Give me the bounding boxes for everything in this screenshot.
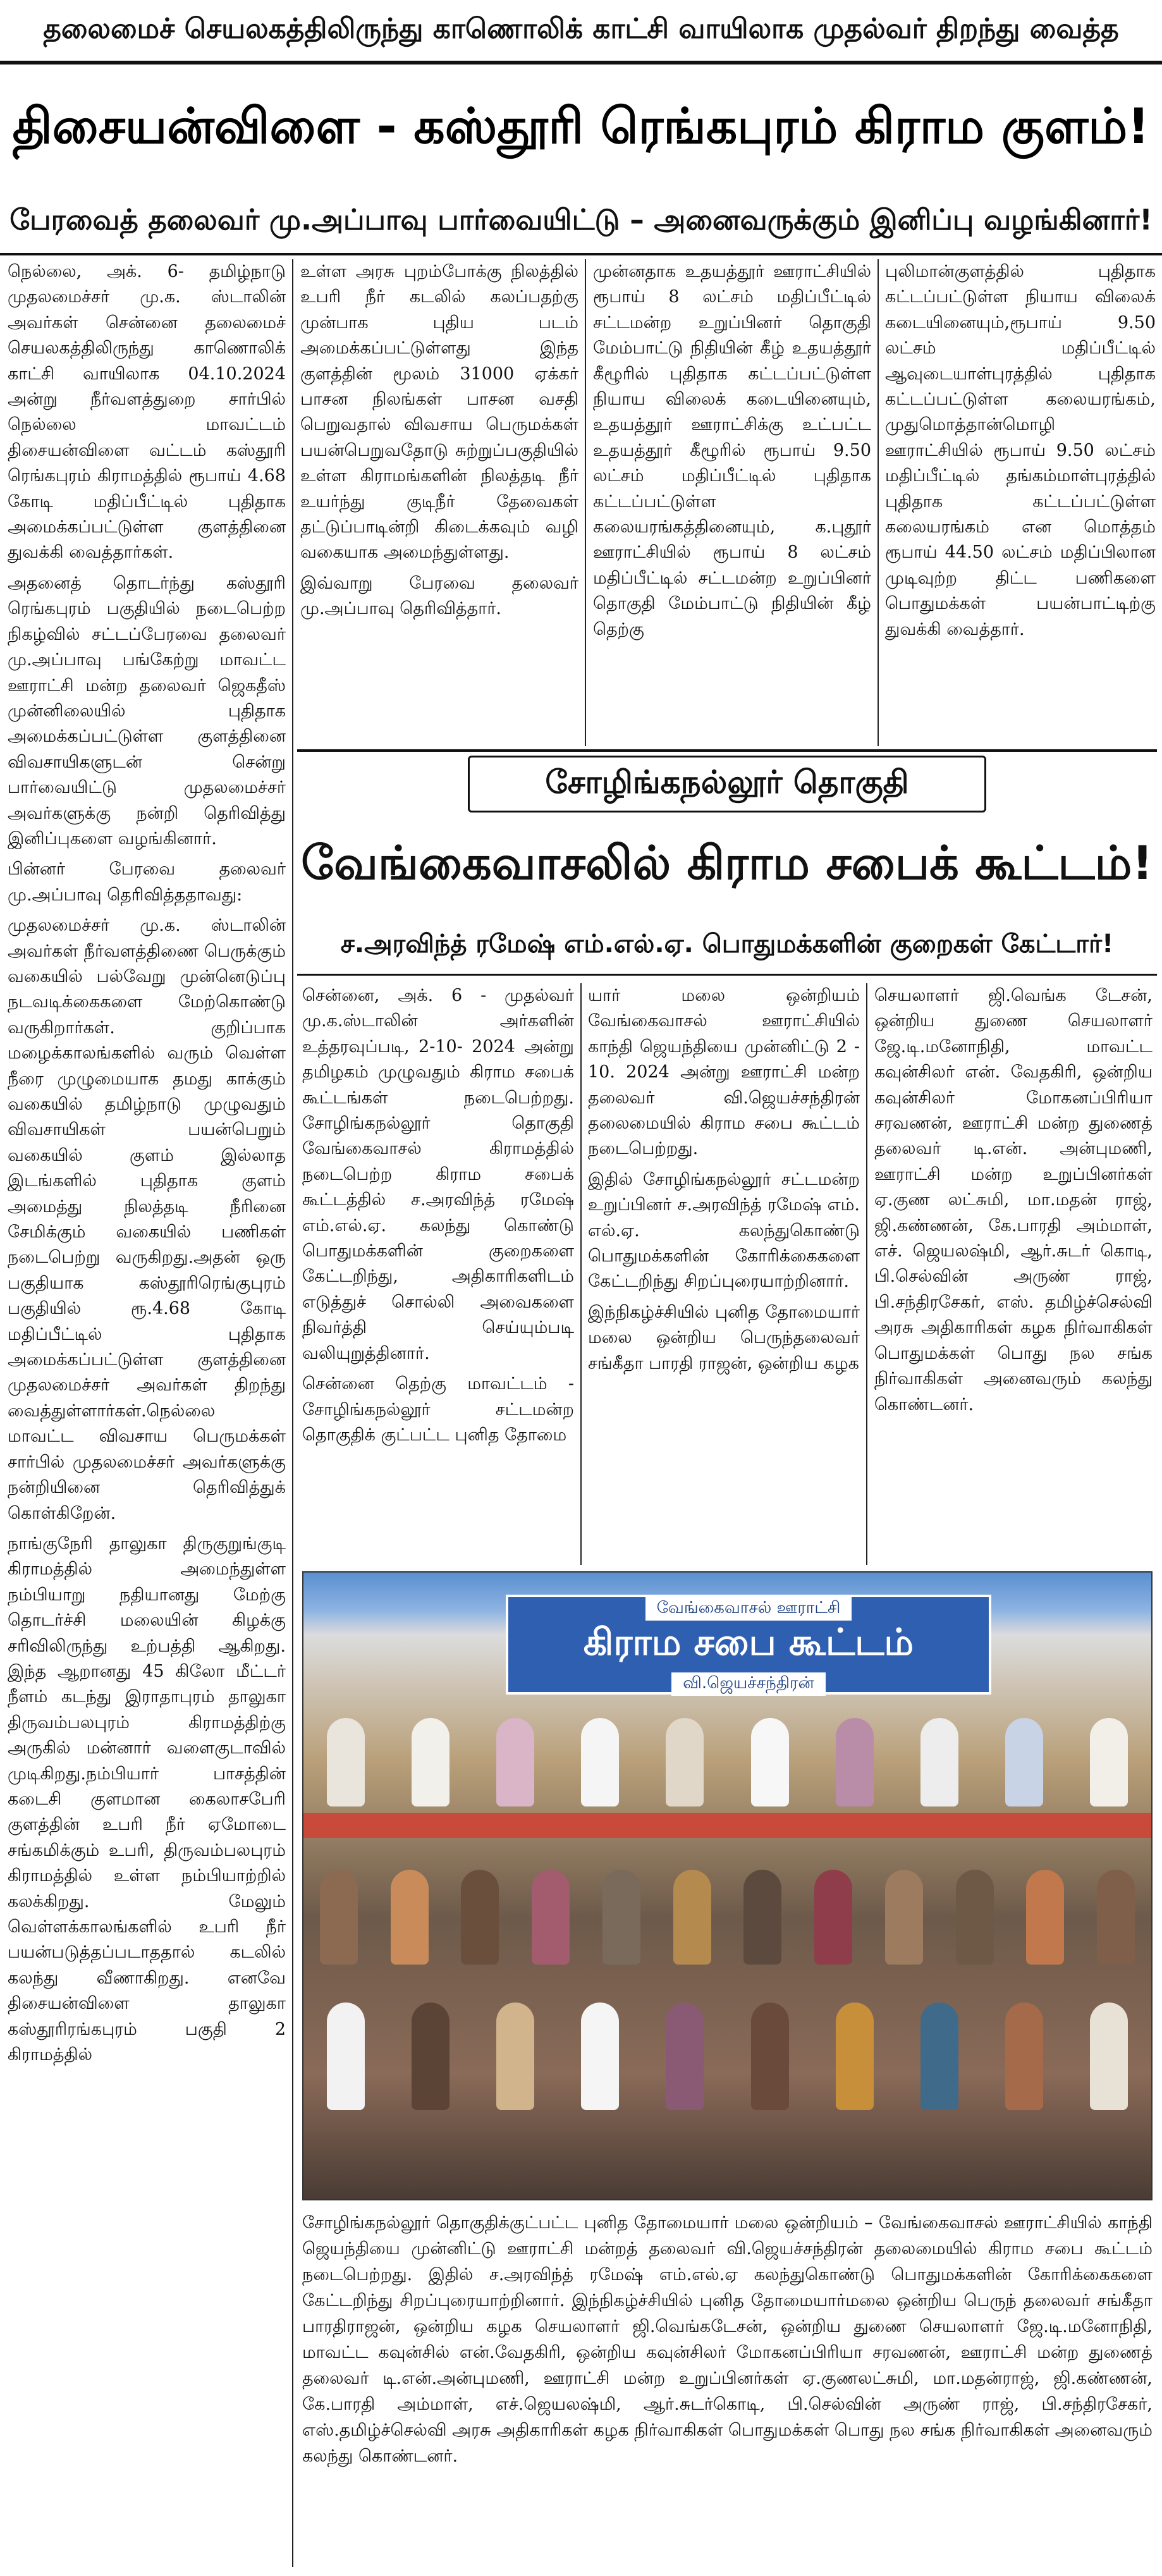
story2-col2-para-1: யார் மலை ஒன்றியம் வேங்கைவாசல் ஊராட்சியில் காந்தி ஜெயந்தியை முன்னிட்டு 2 - 10. 2024 அன்று ஊராட்சி மன்ற தலைவர் வி.ஜெயச்சந்திரன் தலைமையில் கிராம சபை கூட்டம் நடைபெற்றது. [588, 986, 860, 1159]
main-headline: திசையன்விளை - கஸ்தூரி ரெங்கபுரம் கிராம குளம்! [12, 98, 1150, 155]
person-figure [743, 1870, 781, 1965]
story2-headline: வேங்கைவாசலில் கிராம சபைக் கூட்டம்! [301, 836, 1153, 890]
story1-column-1 [8, 259, 286, 2567]
story-divider [297, 749, 1157, 752]
kicker-line: தலைமைச் செயலகத்திலிருந்து காணொலிக் காட்சி வாயிலாக முதல்வர் திறந்து வைத்த [0, 0, 1162, 64]
person-figure [391, 1870, 429, 1965]
person-figure [327, 2003, 365, 2110]
story1-col2-para-1: உள்ள அரசு புறம்போக்கு நிலத்தில் உபரி நீர் கடலில் கலப்பதற்கு முன்பாக புதிய படம் அமைக்கப்பட்டுள்ளது இந்த குளத்தின் மூலம் 31000 ஏக்கர் பாசன நிலங்கள் பாசன வசதி பெறுவதால் விவசாய பெருமக்கள் பயன்பெறுவதோடு சுற்றுப்பகுதியில் உள்ள கிராமங்களின் நிலத்தடி நீர் உயர்ந்து குடிநீர் தேவைகள் தட்டுப்பாடின்றி கிடைக்கவும் வழி வகையாக அமைந்துள்ளது. [300, 262, 578, 563]
person-figure [320, 1870, 358, 1965]
person-figure [920, 1718, 958, 1806]
story2-col1-para-1: சென்னை, அக். 6 - முதல்வர் மு.க.ஸ்டாலின் அர்களின் உத்தரவுப்படி, 2-10- 2024 அன்று தமிழகம் முழுவதும் கிராம சபைக் கூட்டங்கள் நடைபெற்றது. சோழிங்கநல்லூர் தொகுதி வேங்கைவாசல் கிராமத்தில் நடைபெற்ற கிராம சபைக் கூட்டத்தில் ச.அரவிந்த் ரமேஷ் எம்.எல்.ஏ. கலந்து கொண்டு பொதுமக்களின் குறைகளை கேட்டறிந்து, அதிகாரிகளிடம் எடுத்துச் சொல்லி அவைகளை நிவர்த்தி செய்யும்படி வலியுறுத்தினார். [302, 986, 574, 1363]
story1-col1-para-3: பின்னர் பேரவை தலைவர் மு.அப்பாவு தெரிவித்ததாவது: [8, 859, 286, 905]
story1-col3-para-1: முன்னதாக உதயத்தூர் ஊராட்சியில் ரூபாய் 8 லட்சம் மதிப்பீட்டில் சட்டமன்ற உறுப்பினர் தொகுதி மேம்பாட்டு நிதியின் கீழ் உதயத்தூர் கீழூரில் புதிதாக கட்டப்பட்டுள்ள நியாய விலைக் கடையினையும், உதயத்தூர் ஊராட்சிக்கு உட்பட்ட உதயத்தூர் கீழூரில் ரூபாய் 9.50 லட்சம் மதிப்பீட்டில் புதிதாக கட்டப்பட்டுள்ள கலையரங்கத்தினையும், க.புதூர் ஊராட்சியில் ரூபாய் 8 லட்சம் மதிப்பீட்டில் சட்டமன்ற உறுப்பினர் தொகுதி மேம்பாட்டு நிதியின் கீழ் தெற்கு [593, 262, 871, 639]
crowd-row-1 [303, 1870, 1151, 1965]
story1-column-2 [300, 259, 578, 746]
column-divider [580, 983, 582, 1565]
person-figure [673, 1870, 711, 1965]
banner-top-text: வேங்கைவாசல் ஊராட்சி [645, 1597, 852, 1621]
story1-column-4 [885, 259, 1156, 746]
person-figure [327, 1718, 365, 1806]
event-banner [506, 1595, 991, 1695]
story2-column-1 [302, 983, 574, 1565]
person-figure [885, 1870, 923, 1965]
person-figure [412, 2003, 450, 2110]
sub-headline: பேரவைத் தலைவர் மு.அப்பாவு பார்வையிட்டு – அனைவருக்கும் இனிப்பு வழங்கினார்! [0, 190, 1162, 255]
banner-title: கிராம சபை கூட்டம் [583, 1621, 914, 1664]
story2-col3-para-1: செயலாளர் ஜி.வெங்க டேசன், ஒன்றிய துணை செயலாளர் ஜே.டி.மனோநிதி, மாவட்ட கவுன்சிலர் என். வேதகிரி, ஒன்றிய கவுன்சிலர் மோகனப்பிரியா சரவணன், ஊராட்சி மன்ற துணைத் தலைவர் டி.என். அன்புமணி, ஊராட்சி மன்ற உறுப்பினர்கள் ஏ.குண லட்சுமி, மா.மதன் ராஜ், ஜி.கண்ணன், கே.பாரதி அம்மாள், எச். ஜெயலஷ்மி, ஆர்.சுடர் கொடி, பி.செல்வின் அருண் ராஜ், பி.சந்திரசேகர், எஸ். தமிழ்ச்செல்வி அரசு அதிகாரிகள் கழக நிர்வாகிகள் பொதுமக்கள் பொது நல சங்க நிர்வாகிகள் அனைவரும் கலந்து கொண்டனர். [874, 986, 1153, 1414]
person-figure [602, 1870, 640, 1965]
person-figure [666, 2003, 704, 2110]
person-figure [1097, 1870, 1135, 1965]
person-figure [666, 1718, 704, 1806]
story2-column-3 [874, 983, 1153, 1565]
story1-column-3 [593, 259, 871, 746]
story1-col1-para-4: முதலமைச்சர் மு.க. ஸ்டாலின் அவர்கள் நீர்வளத்திணை பெருக்கும் வகையில் பல்வேறு முன்னெடுப்பு நடவடிக்கைகளை மேற்கொண்டு வருகிறார்கள். குறிப்பாக மழைக்காலங்களில் வரும் வெள்ள நீரை முழுமையாக தமது காக்கும் வகையில் தமிழ்நாடு முழுவதும் விவசாயிகள் பயன்பெறும் வகையில் குளம் இல்லாத இடங்களில் புதிதாக குளம் அமைத்து நிலத்தடி நீரினை சேமிக்கும் வகையில் பணிகள் நடைபெற்று வருகிறது.அதன் ஒரு பகுதியாக கஸ்தூரிரெங்குபுரம் பகுதியில் ரூ.4.68 கோடி மதிப்பீட்டில் புதிதாக அமைக்கப்பட்டுள்ள குளத்தினை முதலமைச்சர் அவர்கள் திறந்து வைத்துள்ளார்கள்.நெல்லை மாவட்ட விவசாய பெருமக்கள் சார்பில் முதலமைச்சர் அவர்களுக்கு நன்றியினை தெரிவித்துக் கொள்கிறேன். [8, 916, 286, 1523]
story2-col1-para-2: சென்னை தெற்கு மாவட்டம் - சோழிங்கநல்லூர் சட்டமன்ற தொகுதிக் குட்பட்ட புனித தோமை [302, 1374, 574, 1445]
person-figure [581, 2003, 619, 2110]
person-figure [751, 1718, 789, 1806]
person-figure [1005, 1718, 1043, 1806]
story1-col1-para-5: நாங்குநேரி தாலுகா திருகுறுங்குடி கிராமத்தில் அமைந்துள்ள நம்பியாறு நதியானது மேற்கு தொடர்ச்சி மலையின் கிழக்கு சரிவிலிருந்து உற்பத்தி ஆகிறது. இந்த ஆறானது 45 கிலோ மீட்டர் நீளம் கடந்து இராதாபுரம் தாலுகா திருவம்பலபுரம் கிராமத்திற்கு அருகில் மன்னார் வளைகுடாவில் முடிகிறது.நம்பியார் பாசத்தின் கடைசி குளமான கைலாசபேரி குளத்தின் உபரி நீர் ஏமோடை சங்கமிக்கும் உபரி, திருவம்பலபுரம் கிராமத்தில் உள்ள நம்பியாற்றில் கலக்கிறது. மேலும் வெள்ளக்காலங்களில் உபரி நீர் பயன்படுத்தப்படாததால் கடலில் கலந்து வீணாகிறது. எனவே திசையன்விளை தாலுகா கஸ்தூரிரங்கபுரம் பகுதி 2 கிராமத்தில் [8, 1533, 286, 2065]
story2-col2-para-3: இந்நிகழ்ச்சியில் புனித தோமையார் மலை ஒன்றிய பெருந்தலைவர் சங்கீதா பாரதி ராஜன், ஒன்றிய கழக [588, 1302, 860, 1373]
column-divider [292, 259, 293, 2567]
person-figure [1026, 1870, 1064, 1965]
story2-column-2 [588, 983, 860, 1565]
red-carpet [303, 1813, 1151, 1838]
person-figure [836, 2003, 874, 2110]
stage-row [303, 1718, 1151, 1813]
photo-caption: சோழிங்கநல்லூர் தொகுதிக்குட்பட்ட புனித தோமையார் மலை ஒன்றியம் – வேங்கைவாசல் ஊராட்சியில் காந்தி ஜெயந்தியை முன்னிட்டு ஊராட்சி மன்றத் தலைவர் வி.ஜெயச்சந்திரன் தலைமையில் கிராம சபை கூட்டம் நடைபெற்றது. இதில் ச.அரவிந்த் ரமேஷ் எம்.எல்.ஏ கலந்துகொண்டு பொதுமக்களின் கோரிக்கைகளை கேட்டறிந்து சிறப்புரையாற்றினார். இந்நிகழ்ச்சியில் புனித தோமையார்மலை ஒன்றிய பெருந் தலைவர் சங்கீதா பாரதிராஜன், ஒன்றிய கழக செயலாளர் ஜி.வெங்கடேசன், ஒன்றிய துணை செயலாளர் ஜே.டி.மனோநிதி, மாவட்ட கவுன்சில் என்.வேதகிரி, ஒன்றிய கவுன்சிலர் மோகனப்பிரியா சரவணன், ஊராட்சி மன்ற துணைத் தலைவர் டி.என்.அன்புமணி, ஊராட்சி மன்ற உறுப்பினர்கள் ஏ.குணலட்சுமி, மா.மதன்ராஜ், ஜி.கண்ணன், கே.பாரதி அம்மாள், எச்.ஜெயலஷ்மி, ஆர்.சுடர்கொடி, பி.செல்வின் அருண் ராஜ், பி.சந்திரசேகர், எஸ்.தமிழ்ச்செல்வி அரசு அதிகாரிகள் கழக நிர்வாகிகள் பொதுமக்கள் பொது நல சங்க நிர்வாகிகள் அனைவரும் கலந்து கொண்டனர். [302, 2213, 1153, 2466]
person-figure [461, 1870, 499, 1965]
story1-col1-para-2: அதனைத் தொடர்ந்து கஸ்தூரி ரெங்கபுரம் பகுதியில் நடைபெற்ற நிகழ்வில் சட்டப்பேரவை தலைவர் மு.அப்பாவு பங்கேற்று மாவட்ட ஊராட்சி மன்ற தலைவர் ஜெகதீஸ் முன்னிலையில் புதிதாக அமைக்கப்பட்டுள்ள குளத்தினை விவசாயிகளுடன் சென்று பார்வையிட்டு முதலமைச்சர் அவர்களுக்கு நன்றி தெரிவித்து இனிப்புகளை வழங்கினார். [8, 573, 286, 849]
column-divider [866, 983, 867, 1565]
event-photo [302, 1571, 1153, 2200]
story1-col1-para-1: நெல்லை, அக். 6- தமிழ்நாடு முதலமைச்சர் மு.க. ஸ்டாலின் அவர்கள் சென்னை தலைமைச் செயலகத்திலிருந்து காணொலிக் காட்சி வாயிலாக 04.10.2024 அன்று நீர்வளத்துறை சார்பில் நெல்லை மாவட்டம் திசையன்விளை வட்டம் கஸ்தூரி ரெங்கபுரம் கிராமத்தில் ரூபாய் 4.68 கோடி மதிப்பீட்டில் புதிதாக அமைக்கப்பட்டுள்ள குளத்தினை துவக்கி வைத்தார்கள். [8, 262, 286, 563]
story1-col4-para-1: புலிமான்குளத்தில் புதிதாக கட்டப்பட்டுள்ள நியாய விலைக் கடையினையும்,ரூபாய் 9.50 லட்சம் மதிப்பீட்டில் ஆவுடையாள்புரத்தில் புதிதாக கட்டப்பட்டுள்ள கலையரங்கம், முதுமொத்தான்மொழி ஊராட்சியில் ரூபாய் 9.50 லட்சம் மதிப்பீட்டில் தங்கம்மாள்புரத்தில் புதிதாக கட்டப்பட்டுள்ள கலையரங்கம் என மொத்தம் ரூபாய் 44.50 லட்சம் மதிப்பிலான முடிவுற்ற திட்ட பணிகளை பொதுமக்கள் பயன்பாட்டிற்கு துவக்கி வைத்தார். [885, 262, 1156, 639]
person-figure [532, 1870, 570, 1965]
person-figure [496, 2003, 534, 2110]
story2-subhead: ச.அரவிந்த் ரமேஷ் எம்.எல்.ஏ. பொதுமக்களின் குறைகள் கேட்டார்! [297, 917, 1157, 976]
person-figure [581, 1718, 619, 1806]
person-figure [1090, 2003, 1128, 2110]
story2-kicker: சோழிங்கநல்லூர் தொகுதி [468, 756, 986, 813]
crowd-row-2 [303, 2003, 1151, 2110]
person-figure [1090, 1718, 1128, 1806]
banner-name: வி.ஜெயச்சந்திரன் [671, 1672, 825, 1696]
person-figure [751, 2003, 789, 2110]
person-figure [956, 1870, 994, 1965]
person-figure [412, 1718, 450, 1806]
person-figure [836, 1718, 874, 1806]
story2-col2-para-2: இதில் சோழிங்கநல்லூர் சட்டமன்ற உறுப்பினர் ச.அரவிந்த் ரமேஷ் எம். எல்.ஏ. கலந்துகொண்டு பொதுமக்களின் கோரிக்கைகளை கேட்டறிந்து சிறப்புரையாற்றினார். [588, 1169, 860, 1292]
person-figure [920, 2003, 958, 2110]
column-divider [585, 259, 586, 746]
person-figure [1005, 2003, 1043, 2110]
person-figure [496, 1718, 534, 1806]
story1-col2-para-2: இவ்வாறு பேரவை தலைவர் மு.அப்பாவு தெரிவித்தார். [300, 573, 578, 619]
person-figure [814, 1870, 852, 1965]
column-divider [878, 259, 879, 746]
